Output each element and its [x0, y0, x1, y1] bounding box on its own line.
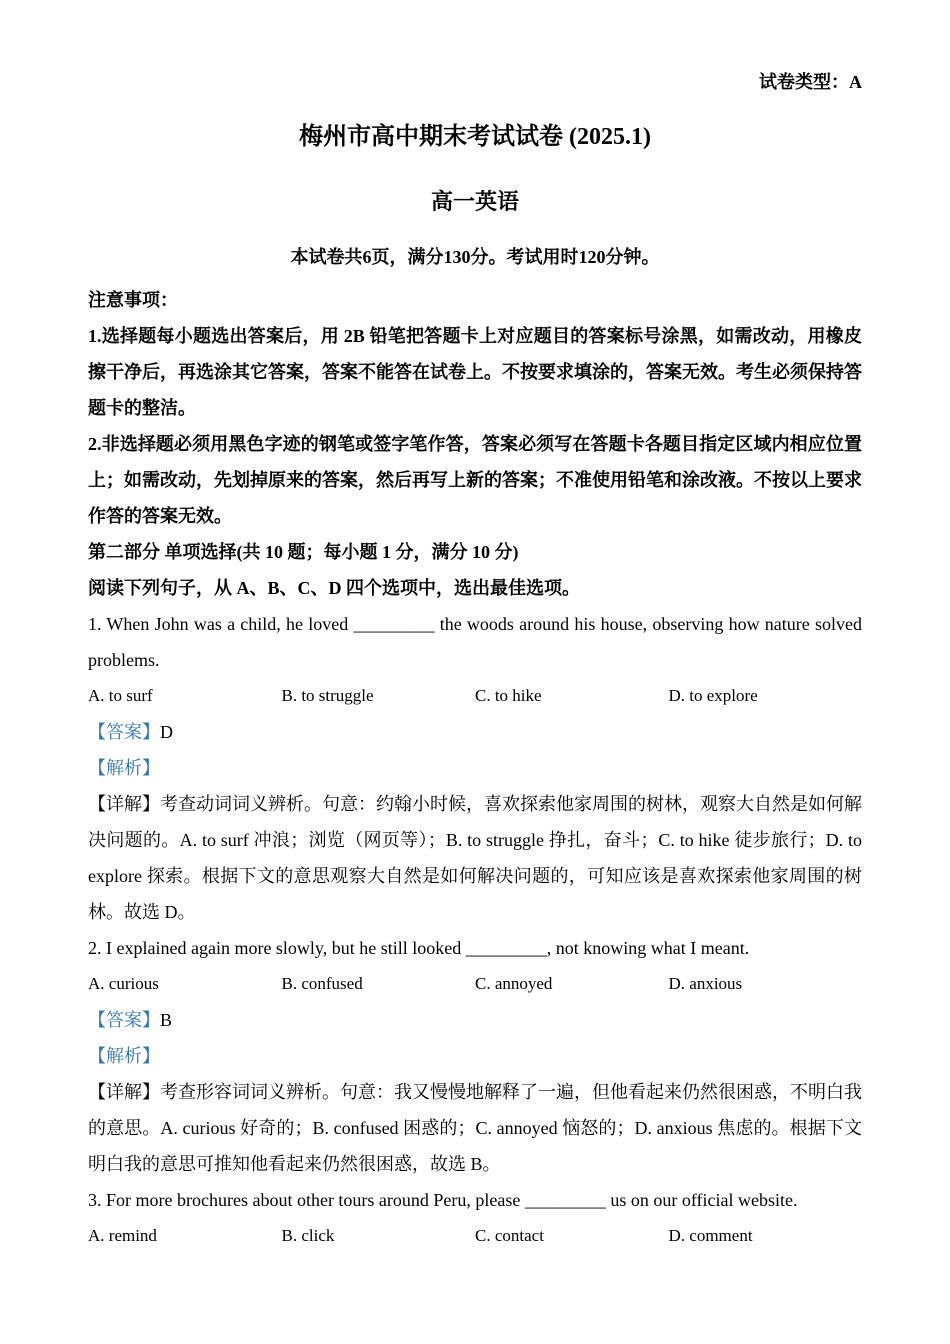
answer-label: 【答案】: [88, 722, 160, 742]
answer-label: 【答案】: [88, 1010, 160, 1030]
analysis-label: 【解析】: [88, 1046, 160, 1066]
option-a: A. to surf: [88, 686, 153, 705]
option-c: C. annoyed: [475, 974, 553, 993]
answer-line: [88, 714, 862, 750]
analysis-line: [88, 1038, 862, 1074]
option-b: B. confused: [281, 974, 363, 993]
document-body: [88, 282, 862, 1254]
question-options: [88, 1218, 862, 1254]
answer-value: B: [160, 1010, 173, 1030]
section-instruction: 阅读下列句子，从 A、B、C、D 四个选项中，选出最佳选项。: [88, 578, 581, 598]
paper-type-label: 试卷类型：A: [759, 72, 862, 92]
option-a: A. remind: [88, 1226, 157, 1245]
analysis-line: [88, 750, 862, 786]
notice-item-1: 1.选择题每小题选出答案后，用 2B 铅笔把答题卡上对应题目的答案标号涂黑，如需改动，用橡皮擦干净后，再选涂其它答案，答案不能答在试卷上。不按要求填涂的，答案无效。考生必须保持答题卡的整洁。: [88, 326, 862, 418]
question-options: [88, 678, 862, 714]
option-c: C. contact: [475, 1226, 544, 1245]
answer-value: D: [160, 722, 173, 742]
question-block-1: [88, 606, 862, 930]
question-stem: 3. For more brochures about other tours around Peru, please _________ us on our official website.: [88, 1190, 798, 1210]
question-stem: 1. When John was a child, he loved _________ the woods around his house, observing how nature solved problems.: [88, 614, 862, 670]
question-block-2: [88, 930, 862, 1182]
answer-line: [88, 1002, 862, 1038]
notice-heading: 注意事项：: [88, 290, 178, 310]
option-d: D. to explore: [668, 686, 758, 705]
question-options: [88, 966, 862, 1002]
option-b: B. to struggle: [281, 686, 374, 705]
answer-detail: 【详解】考查形容词词义辨析。句意：我又慢慢地解释了一遍，但他看起来仍然很困惑，不明白我的意思。A. curious 好奇的；B. confused 困惑的；C. annoyed 恼怒的；D. anxious 焦虑的。根据下文明白我的意思可推知他看起来仍然很困惑，故选 B。: [88, 1082, 862, 1174]
analysis-label: 【解析】: [88, 758, 160, 778]
subject-title: 高一英语: [430, 189, 519, 214]
question-block-3: [88, 1182, 862, 1254]
option-d: D. anxious: [668, 974, 743, 993]
option-b: B. click: [281, 1226, 335, 1245]
notice-item-2: 2.非选择题必须用黑色字迹的钢笔或签字笔作答，答案必须写在答题卡各题目指定区域内相应位置上；如需改动，先划掉原来的答案，然后再写上新的答案；不准使用铅笔和涂改液。不按以上要求作答的答案无效。: [88, 434, 862, 526]
option-a: A. curious: [88, 974, 159, 993]
exam-info-line: 本试卷共6页，满分130分。考试用时120分钟。: [290, 247, 660, 267]
option-c: C. to hike: [475, 686, 542, 705]
page-title: 梅州市高中期末考试试卷 (2025.1): [299, 124, 651, 150]
option-d: D. comment: [668, 1226, 753, 1245]
answer-detail: 【详解】考查动词词义辨析。句意：约翰小时候，喜欢探索他家周围的树林，观察大自然是如何解决问题的。A. to surf 冲浪；浏览（网页等）；B. to struggle 挣扎，奋斗；C. to hike 徒步旅行；D. to explore 探索。根据下文的意思观察大自然是如何解决问题的，可知应该是喜欢探索他家周围的树林。故选 D。: [88, 794, 862, 922]
question-stem: 2. I explained again more slowly, but he still looked _________, not knowing what I meant.: [88, 938, 750, 958]
section-title: 第二部分 单项选择(共 10 题；每小题 1 分，满分 10 分): [88, 542, 519, 562]
